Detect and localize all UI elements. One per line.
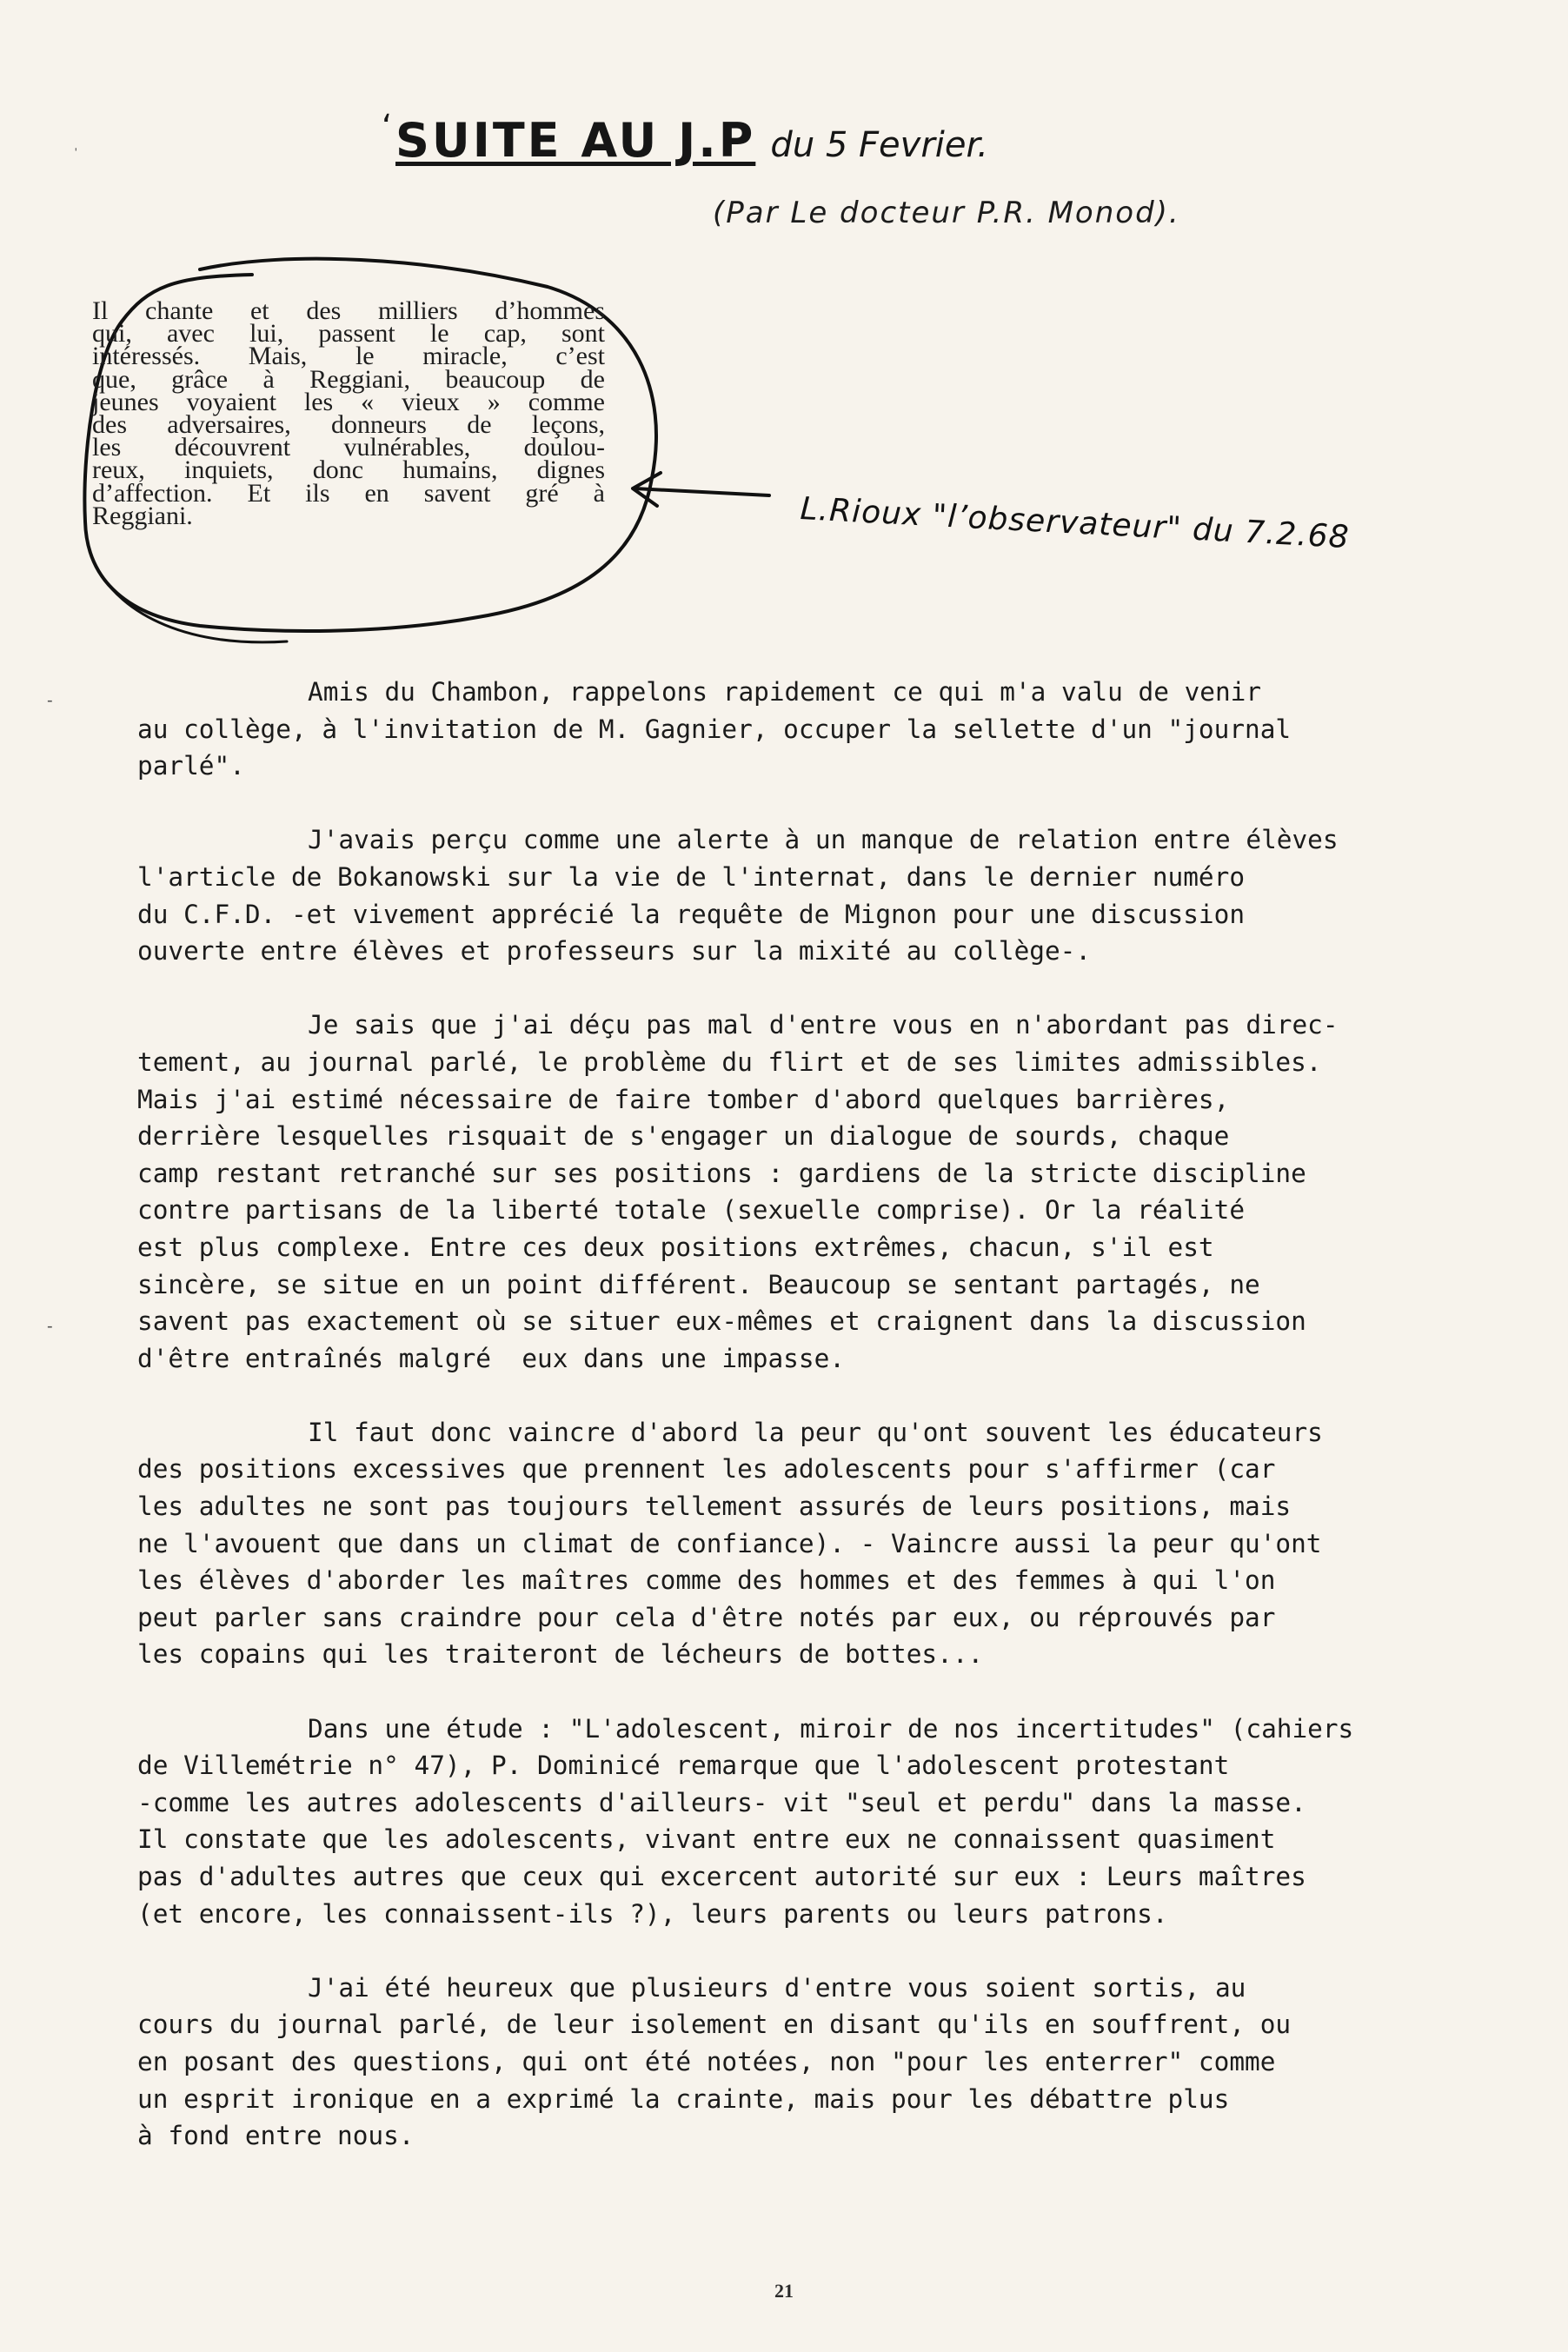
page-title (382, 108, 1352, 183)
body-line: (et encore, les connaissent-ils ?), leurs parents ou leurs patrons. (137, 1898, 1168, 1929)
clipping-line: les découvrent vulnérables, doulou- (92, 433, 605, 462)
body-line: Il faut donc vaincre d'abord la peur qu'ont souvent les éducateurs (308, 1417, 1323, 1447)
body-line: ouverte entre élèves et professeurs sur la mixité au collège-. (137, 936, 1092, 967)
clipping-line: jeunes voyaient les « vieux » comme (92, 387, 605, 416)
body-line: les adultes ne sont pas toujours tellement assurés de leurs positions, mais (137, 1492, 1292, 1522)
clipping-line: que, grâce à Reggiani, beaucoup de (92, 364, 605, 394)
title-main: SUITE AU J.P (395, 113, 756, 168)
margin-mark: ˈ (73, 146, 79, 165)
paragraph-gap (137, 785, 1493, 822)
clipping-line: d’affection. Et ils en savent gré à (92, 478, 605, 508)
body-line: J'ai été heureux que plusieurs d'entre vous soient sortis, au (308, 1972, 1246, 2003)
handwritten-note: L.Rioux "l’observateur" du 7.2.68 (799, 491, 1351, 556)
letter-body (137, 674, 1493, 2155)
clipping-line: des adversaires, donneurs de leçons, (92, 409, 605, 439)
body-line: pas d'adultes autres que ceux qui excercent autorité sur eux : Leurs maîtres (137, 1862, 1306, 1891)
paragraph-gap (137, 970, 1493, 1007)
body-line: camp restant retranché sur ses positions : gardiens de la stricte discipline (137, 1158, 1306, 1188)
body-line: ne l'avouent que dans un climat de confiance). - Vaincre aussi la peur qu'ont (137, 1528, 1322, 1558)
clipping-line: reux, inquiets, donc humains, dignes (92, 455, 605, 485)
body-line: cours du journal parlé, de leur isolement en disant qu'ils en souffrent, ou (137, 2010, 1292, 2040)
body-line: Amis du Chambon, rappelons rapidement ce qui m'a valu de venir (308, 677, 1262, 707)
paragraph-gap (137, 1932, 1493, 1970)
body-line: Mais j'ai estimé nécessaire de faire tomber d'abord quelques barrières, (137, 1084, 1230, 1114)
body-line: est plus complexe. Entre ces deux positions extrêmes, chacun, s'il est (137, 1232, 1214, 1262)
clipping-line: qui, avec lui, passent le cap, sont (92, 319, 605, 349)
title-tick-mark: ʻ (382, 108, 393, 146)
body-line: d'être entraînés malgré eux dans une impasse. (137, 1343, 845, 1373)
body-line: savent pas exactement où se situer eux-mêmes et craignent dans la discussion (137, 1306, 1306, 1337)
body-line: J'avais perçu comme une alerte à un manque de relation entre élèves (308, 825, 1339, 855)
body-line: à fond entre nous. (137, 2121, 415, 2151)
body-line: les copains qui les traiteront de lécheurs de bottes... (137, 1639, 984, 1670)
body-line: du C.F.D. -et vivement apprécié la requête de Mignon pour une discussion (137, 899, 1246, 929)
body-line: Dans une étude : "L'adolescent, miroir de nos incertitudes" (cahiers (308, 1713, 1354, 1744)
clipping-line: intéressés. Mais, le miracle, c’est (92, 342, 605, 371)
clipping-line: Reggiani. (92, 501, 193, 530)
body-line: des positions excessives que prennent les adolescents pour s'affirmer (car (137, 1454, 1276, 1485)
body-line: au collège, à l'invitation de M. Gagnier, occuper la sellette d'un "journal (137, 714, 1292, 744)
body-line: l'article de Bokanowski sur la vie de l'internat, dans le dernier numéro (137, 861, 1246, 892)
author-line: (Par Le docteur P.R. Monod). (713, 196, 1180, 230)
paragraph-gap (137, 1377, 1493, 1414)
body-line: un esprit ironique en a exprimé la crainte, mais pour les débattre plus (137, 2083, 1230, 2114)
paragraph-gap (137, 1673, 1493, 1711)
body-line: contre partisans de la liberté totale (sexuelle comprise). Or la réalité (137, 1195, 1246, 1226)
page-number: 21 (774, 2280, 794, 2302)
body-line: les élèves d'aborder les maîtres comme des hommes et des femmes à qui l'on (137, 1565, 1276, 1596)
margin-mark: - (47, 1317, 53, 1336)
body-line: de Villemétrie n° 47), P. Dominicé remarque que l'adolescent protestant (137, 1751, 1230, 1781)
body-line: en posant des questions, qui ont été notées, non "pour les enterrer" comme (137, 2046, 1276, 2076)
body-line: parlé". (137, 751, 245, 781)
body-line: sincère, se situe en un point différent. Beaucoup se sentant partagés, ne (137, 1269, 1260, 1299)
body-line: -comme les autres adolescents d'ailleurs- vit "seul et perdu" dans la masse. (137, 1787, 1306, 1817)
body-line: derrière lesquelles risquait de s'engager un dialogue de sourds, chaque (137, 1121, 1230, 1152)
title-date: du 5 Fevrier. (770, 125, 988, 165)
body-line: peut parler sans craindre pour cela d'être notés par eux, ou réprouvés par (137, 1602, 1276, 1632)
margin-mark: - (47, 691, 53, 710)
body-line: Je sais que j'ai déçu pas mal d'entre vous en n'abordant pas direc- (308, 1010, 1339, 1040)
arrow-left-icon (626, 469, 774, 513)
newspaper-clipping (92, 296, 605, 630)
clipping-line: Il chante et des milliers d’hommes (92, 296, 605, 325)
body-line: Il constate que les adolescents, vivant entre eux ne connaissent quasiment (137, 1824, 1276, 1855)
body-line: tement, au journal parlé, le problème du flirt et de ses limites admissibles. (137, 1046, 1322, 1077)
